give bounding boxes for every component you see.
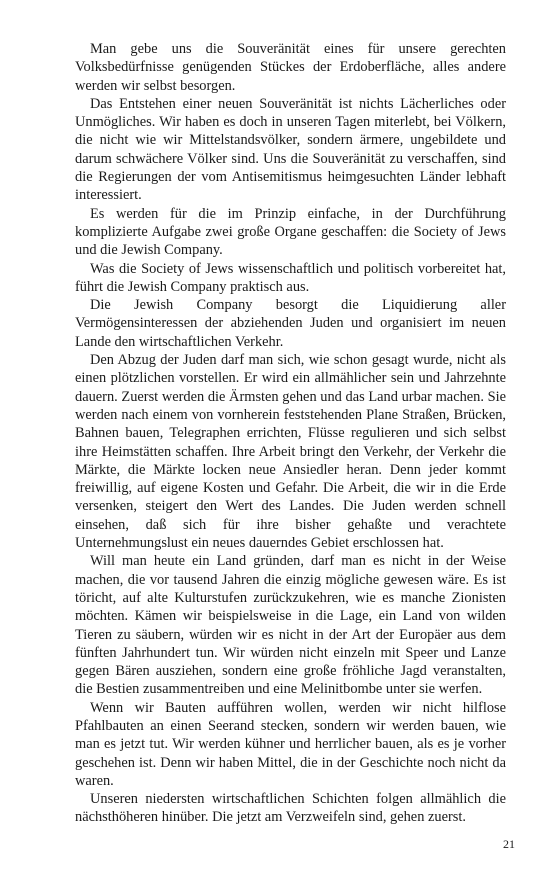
- paragraph: Die Jewish Company besorgt die Liquidierung aller Vermögensinteressen der abziehenden Juden und organisiert im neuen Lande den wirtschaftlichen Verkehr.: [75, 297, 506, 350]
- paragraph: Was die Society of Jews wissenschaftlich und politisch vorbereitet hat, führt die Jewish Company praktisch aus.: [75, 260, 506, 295]
- paragraph: Unseren niedersten wirtschaftlichen Schichten folgen allmählich die nächsthöheren hinüber. Die jetzt am Verzweifeln sind, gehen zuerst.: [75, 791, 506, 826]
- paragraph: Man gebe uns die Souveränität eines für unsere gerechten Volksbedürfnisse genügenden Stückes der Erdoberfläche, alles andere werden wir selbst besorgen.: [75, 41, 506, 94]
- body-text: [75, 40, 506, 827]
- paragraph: Es werden für die im Prinzip einfache, in der Durchführung komplizierte Aufgabe zwei große Organe geschaffen: die Society of Jews und die Jewish Company.: [75, 205, 506, 259]
- page-number: 21: [503, 837, 515, 851]
- paragraph: Wenn wir Bauten aufführen wollen, werden wir nicht hilflose Pfahlbauten an einen Seerand stecken, sondern wir werden bauen, wie man es jetzt tut. Wir werden kühner und herrlicher bauen, als es je vorher geschehen ist. Denn wir haben Mittel, die in der Geschichte noch nicht da waren.: [75, 699, 506, 789]
- paragraph: Will man heute ein Land gründen, darf man es nicht in der Weise machen, die vor tausend Jahren die einzig mögliche gewesen wäre. Es ist töricht, auf alte Kulturstufen zurückzukehren, wie es manche Zionisten möchten. Kämen wir beispielsweise in die Lage, ein Land von wilden Tieren zu säubern, würden wir es nicht in der Art der Europäer aus dem fünften Jahrhundert tun. Wir würden nicht einzeln mit Speer und Lanze gegen Bären ausziehen, sondern eine große fröhliche Jagd veranstalten, die Bestien zusammentreiben und eine Melinitbombe unter sie werfen.: [75, 553, 506, 698]
- paragraph: Den Abzug der Juden darf man sich, wie schon gesagt wurde, nicht als einen plötzlichen vorstellen. Er wird ein allmählicher sein und Jahrzehnte dauern. Zuerst werden die Ärmsten gehen und das Land urbar machen. Sie werden nach einem von vornherein feststehenden Plane Straßen, Brücken, Bahnen bauen, Telegraphen errichten, Flüsse regulieren und sich selbst ihre Heimstätten schaffen. Ihre Arbeit bringt den Verkehr, der Verkehr die Märkte, die Märkte locken neue Ansiedler heran. Denn jeder kommt freiwillig, auf eigene Kosten und Gefahr. Die Arbeit, die wir in die Erde versenken, steigert den Wert des Landes. Die Juden werden schnell einsehen, daß sich für ihre bisher gehaßte und verachtete Unternehmungslust ein neues dauerndes Gebiet erschlossen hat.: [75, 352, 506, 552]
- paragraph: Das Entstehen einer neuen Souveränität ist nichts Lächerliches oder Unmögliches. Wir haben es doch in unseren Tagen miterlebt, bei Völkern, die nicht wie wir Mittelstandsvölker, sondern ärmere, ungebildete und darum schwächere Völker sind. Uns die Souveränität zu verschaffen, sind die Regierungen der vom Antisemitismus heimgesuchten Länder lebhaft interessiert.: [75, 95, 506, 204]
